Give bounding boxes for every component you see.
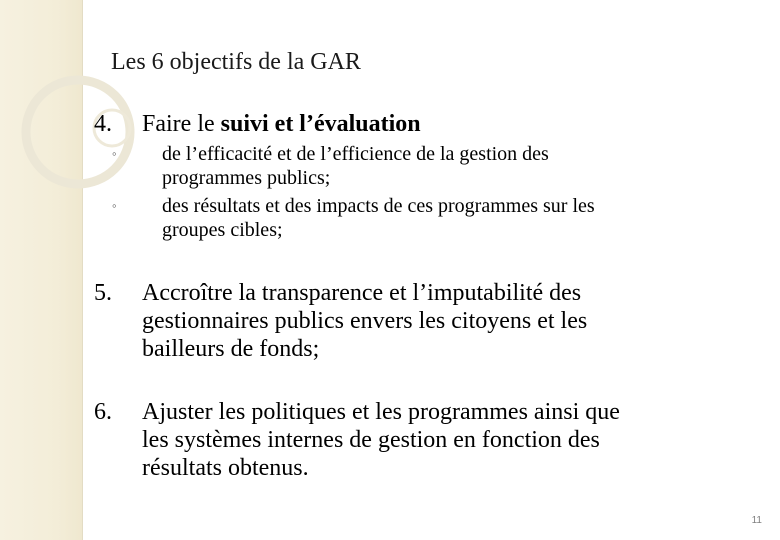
bullet-icon: ◦ [112, 146, 117, 161]
item-6-line-3: résultats obtenus. [142, 455, 309, 481]
subitem-1-line-1: de l’efficacité et de l’efficience de la gestion des [162, 143, 549, 165]
subitem-1-line-2: programmes publics; [162, 167, 331, 189]
item-5-line-3: bailleurs de fonds; [142, 336, 320, 362]
item-4-heading-bold: suivi et l’évaluation [220, 111, 421, 137]
slide-title: Les 6 objectifs de la GAR [111, 49, 361, 75]
item-4-heading [142, 110, 421, 138]
bullet-icon: ◦ [112, 198, 117, 213]
item-4-heading-prefix: Faire le [142, 111, 221, 137]
item-4-number: 4. [94, 111, 112, 137]
decorative-ring-large [26, 80, 130, 184]
item-5-number: 5. [94, 280, 112, 306]
item-6-number: 6. [94, 399, 112, 425]
item-5-line-1: Accroître la transparence et l’imputabilité des [142, 280, 582, 306]
page-number: 11 [751, 515, 762, 526]
item-5-line-2: gestionnaires publics envers les citoyens et les [142, 308, 588, 334]
subitem-2-line-2: groupes cibles; [162, 219, 283, 241]
decorative-rings [0, 0, 160, 200]
item-6-line-2: les systèmes internes de gestion en fonction des [142, 427, 600, 453]
subitem-2-line-1: des résultats et des impacts de ces programmes sur les [162, 195, 595, 217]
item-6-line-1: Ajuster les politiques et les programmes ainsi que [142, 399, 620, 425]
